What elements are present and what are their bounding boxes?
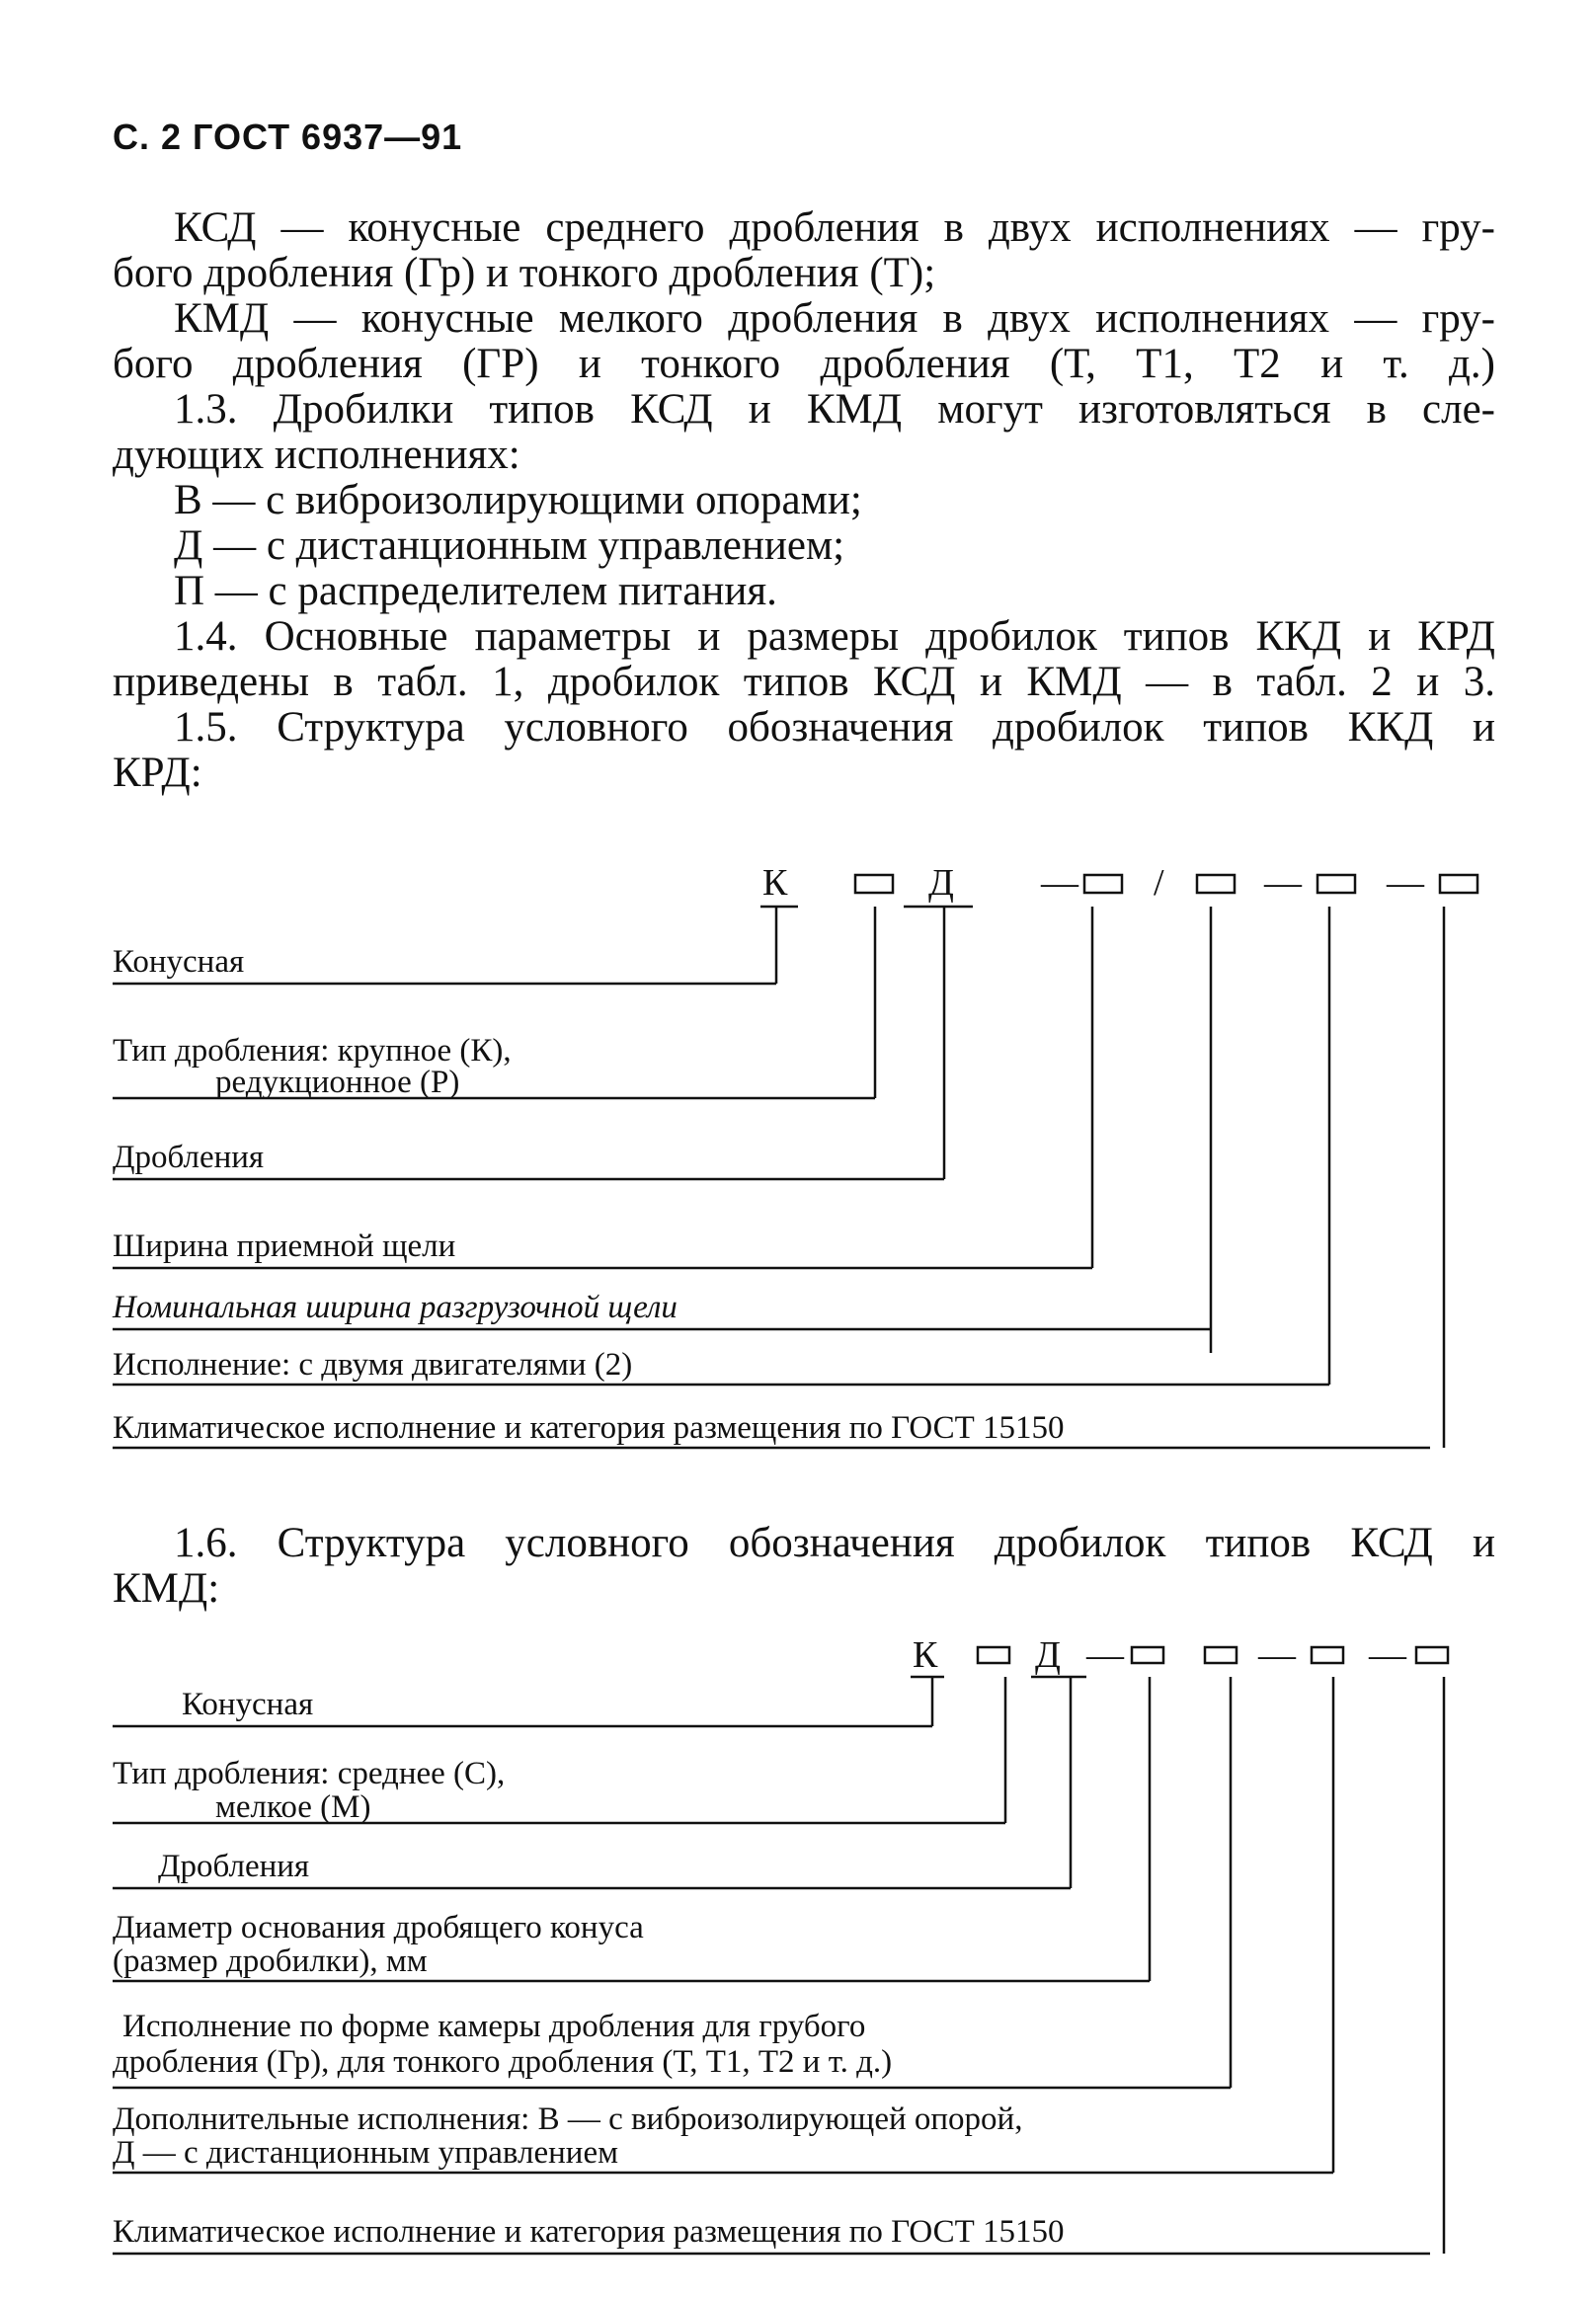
code-letter-d: Д <box>1035 1634 1061 1676</box>
list-item-d: Д — с дистанционным управлением; <box>174 522 845 569</box>
label-diametr-line1: Диаметр основания дробящего конуса <box>113 1910 644 1945</box>
label-konusnaya: Конусная <box>182 1687 314 1722</box>
code-letter-d: Д <box>928 862 954 904</box>
code-separator: — <box>1086 1634 1124 1676</box>
code-box <box>1205 1647 1237 1663</box>
text-line: дующих исполнениях: <box>113 432 520 478</box>
text-line: 1.3. Дробилки типов КСД и КМД могут изготовляться в сле- <box>174 386 1495 433</box>
text-line: 1.4. Основные параметры и размеры дробилок типов ККД и КРД <box>174 613 1495 660</box>
code-separator: — <box>1387 862 1424 904</box>
label-tip-line2: мелкое (М) <box>215 1789 371 1825</box>
label-forma-line1: Исполнение по форме камеры дробления для грубого <box>122 2009 866 2044</box>
page-header: С. 2 ГОСТ 6937—91 <box>113 117 463 157</box>
label-nominal: Номинальная ширина разгрузочной щели <box>113 1290 678 1325</box>
label-forma-line2: дробления (Гр), для тонкого дробления (Т, Т1, Т2 и т. д.) <box>113 2044 893 2080</box>
text-line: КМД: <box>113 1565 220 1612</box>
text-line: приведены в табл. 1, дробилок типов КСД и КМД — в табл. 2 и 3. <box>113 659 1495 705</box>
text-line: 1.6. Структура условного обозначения дробилок типов КСД и <box>174 1520 1495 1566</box>
label-tip-line2: редукционное (Р) <box>215 1065 460 1100</box>
code-separator: — <box>1264 862 1302 904</box>
label-konusnaya: Конусная <box>113 944 245 980</box>
text-line: бого дробления (ГР) и тонкого дробления (Т, Т1, Т2 и т. д.) <box>113 341 1495 387</box>
text-line: КРД: <box>113 750 202 796</box>
code-box <box>1317 875 1355 893</box>
label-klimat: Климатическое исполнение и категория размещения по ГОСТ 15150 <box>113 1410 1065 1446</box>
label-shirina: Ширина приемной щели <box>113 1229 456 1264</box>
code-separator: — <box>1258 1634 1296 1676</box>
diagram-1-text <box>112 862 1425 1446</box>
code-box <box>1197 875 1235 893</box>
text-line: 1.5. Структура условного обозначения дробилок типов ККД и <box>174 704 1495 751</box>
code-separator: / <box>1154 862 1164 904</box>
code-box <box>1312 1647 1343 1663</box>
list-item-v: В — с виброизолирующими опорами; <box>174 477 862 523</box>
code-box <box>1416 1647 1448 1663</box>
code-box <box>978 1647 1009 1663</box>
label-drobleniya: Дробления <box>113 1140 265 1175</box>
code-letter-k: К <box>913 1634 938 1676</box>
label-tip-line1: Тип дробления: среднее (С), <box>113 1756 506 1791</box>
label-dop-line1: Дополнительные исполнения: В — с виброизолирующей опорой, <box>113 2101 1023 2137</box>
label-tip-line1: Тип дробления: крупное (К), <box>113 1033 512 1069</box>
code-box <box>1084 875 1122 893</box>
code-box <box>855 875 893 893</box>
label-klimat: Климатическое исполнение и категория размещения по ГОСТ 15150 <box>113 2214 1065 2250</box>
label-drobleniya: Дробления <box>158 1849 310 1884</box>
label-diametr-line2: (размер дробилки), мм <box>113 1943 428 1979</box>
code-box <box>1440 875 1477 893</box>
label-dop-line2: Д — с дистанционным управлением <box>113 2135 618 2171</box>
text-line: КМД — конусные мелкого дробления в двух исполнениях — гру- <box>174 295 1495 342</box>
code-box <box>1132 1647 1163 1663</box>
text-line: бого дробления (Гр) и тонкого дробления (Т); <box>113 250 936 296</box>
text-line: КСД — конусные среднего дробления в двух исполнениях — гру- <box>174 204 1495 251</box>
code-separator: — <box>1041 862 1078 904</box>
code-separator: — <box>1369 1634 1406 1676</box>
label-ispolnenie: Исполнение: с двумя двигателями (2) <box>113 1347 633 1383</box>
list-item-p: П — с распределителем питания. <box>174 568 777 614</box>
code-letter-k: К <box>762 862 788 904</box>
